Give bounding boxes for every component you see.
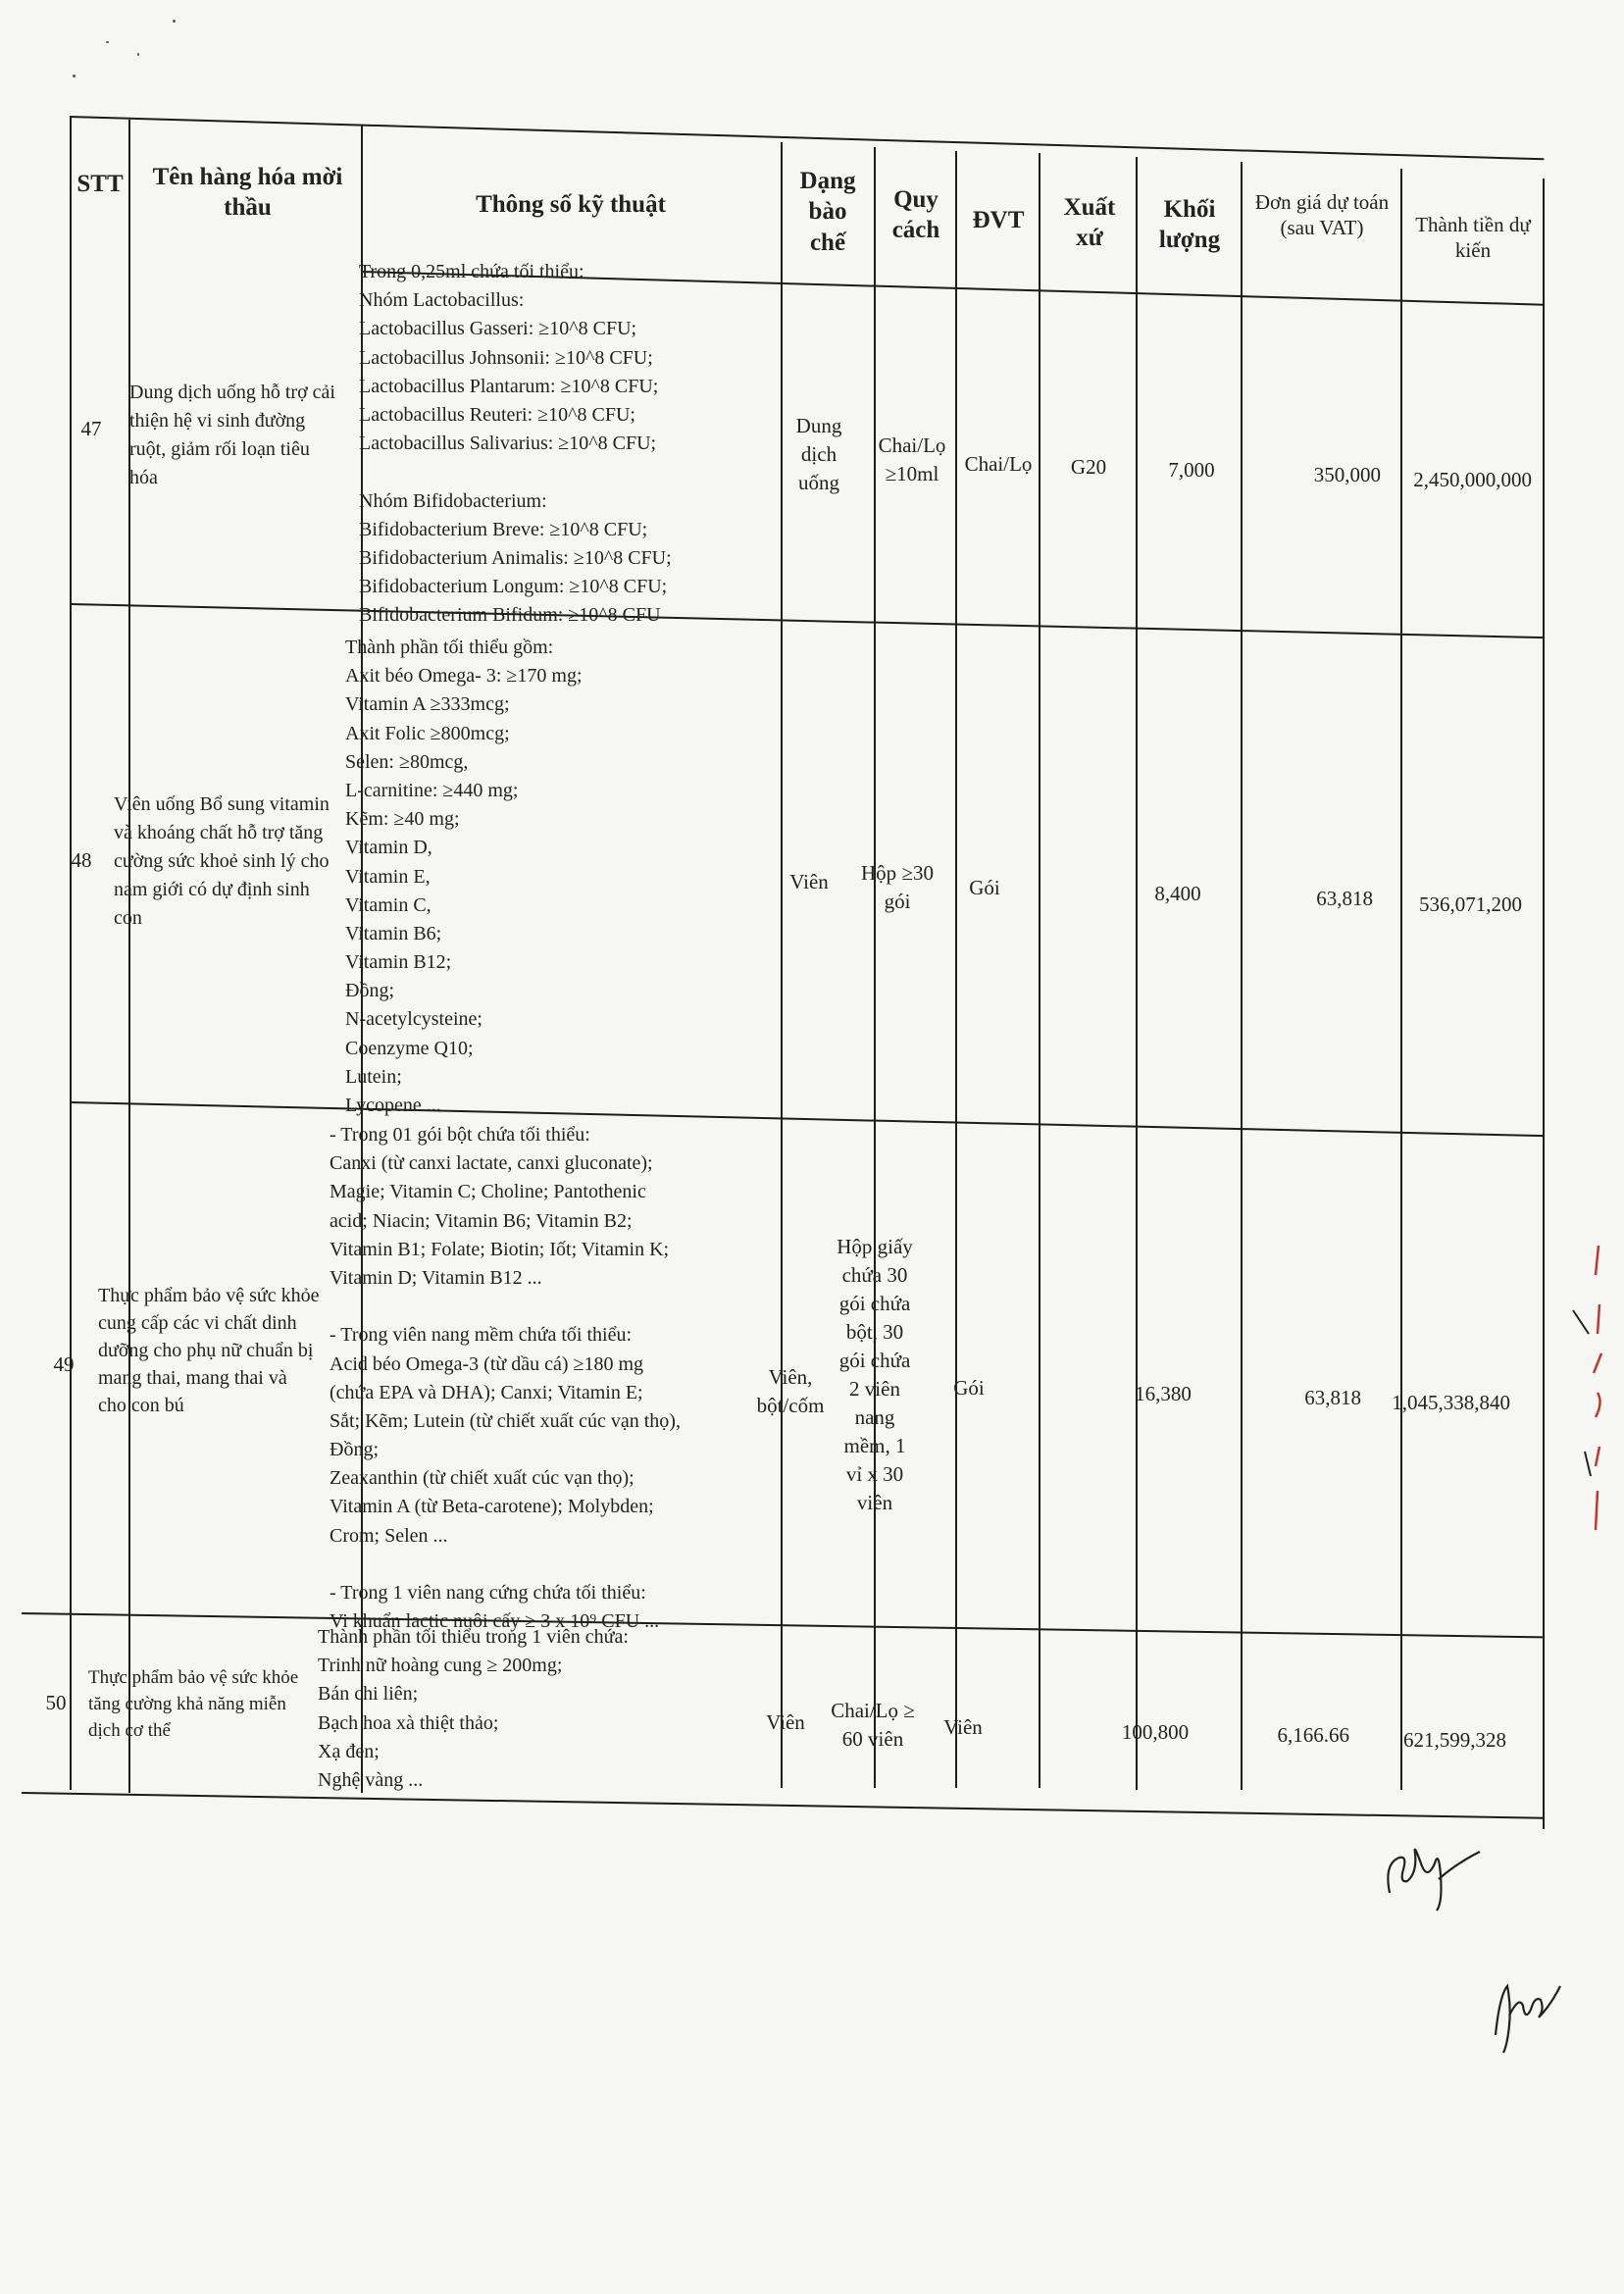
header-price: Đơn giá dự toán (sau VAT): [1254, 190, 1390, 240]
row-47-name: Dung dịch uống hỗ trợ cải thiện hệ vi sinh đường ruột, giảm rối loạn tiêu hóa: [129, 382, 335, 488]
row-47-form: Dung dịch uống: [795, 414, 842, 494]
row-50-unit: Viên: [943, 1715, 983, 1739]
header-unit: ĐVT: [972, 207, 1025, 233]
header-total: Thành tiền dự kiến: [1415, 213, 1531, 263]
row-49-spec: - Trong 01 gói bột chứa tối thiểu: Canxi (từ canxi lactate, canxi gluconate); Magie; Vitamin C; Choline; Pantothenic acid; Niacin; Vitamin B6; Vitamin B2; Vitamin B1; Folate; Biotin; Iốt; Vitamin K; Vitamin D; Vitamin B12 ... - Trong viên nang mềm chứa tối thiểu: Acid béo Omega-3 (từ dầu cá) ≥180 mg (chứa EPA và DHA); Canxi; Vitamin E; Sắt; Kẽm; Lutein (từ chiết xuất cúc vạn thọ), Đồng; Zeaxanthin (từ chiết xuất cúc vạn thọ); Vitamin A (từ Beta-carotene); Molybden; Crom; Selen ... - Trong 1 viên nang cứng chứa tối thiểu: Vi khuẩn lactic nuôi cấy ≥ 3 x 10⁹ CFU ...: [330, 1124, 681, 1633]
row-50-stt: 50: [45, 1691, 67, 1714]
grid-line: [22, 1792, 1545, 1819]
header-stt: STT: [76, 171, 124, 197]
row-48-price: 63,818: [1316, 887, 1373, 910]
grid-line: [71, 603, 1545, 638]
scan-speck: [173, 20, 176, 23]
row-47-origin: G20: [1070, 455, 1107, 479]
grid-line: [955, 151, 957, 1788]
row-50-qty: 100,800: [1121, 1720, 1190, 1744]
row-50-price: 6,166.66: [1277, 1723, 1349, 1747]
signature-initial-2: [1486, 1966, 1564, 2055]
header-name: Tên hàng hóa mời thầu: [152, 164, 343, 222]
row-49-form: Viên, bột/cốm: [756, 1365, 825, 1417]
row-49-stt: 49: [53, 1352, 75, 1376]
grid-line: [22, 1612, 1545, 1638]
row-50-spec: Thành phần tối thiểu trong 1 viên chứa: Trinh nữ hoàng cung ≥ 200mg; Bán chi liên; Bạch hoa xà thiệt thảo; Xạ đen; Nghệ vàng ...: [318, 1626, 629, 1791]
grid-line: [781, 142, 783, 1788]
row-47-qty: 7,000: [1168, 458, 1215, 482]
row-47-price: 350,000: [1313, 463, 1381, 486]
row-50-pack: Chai/Lọ ≥ 60 viên: [831, 1699, 915, 1751]
scan-speck: [73, 75, 76, 77]
grid-line: [1241, 162, 1243, 1790]
row-49-name: Thực phẩm bảo vệ sức khỏe cung cấp các vi chất dinh dưỡng cho phụ nữ chuẩn bị mang thai, mang thai và cho con bú: [98, 1285, 320, 1416]
header-qty: Khối lượng: [1158, 196, 1221, 254]
row-49-qty: 16,380: [1135, 1382, 1192, 1405]
grid-line: [70, 116, 1544, 160]
row-49-unit: Gói: [953, 1376, 985, 1400]
row-48-unit: Gói: [969, 876, 1000, 899]
header-form: Dạng bào chế: [799, 168, 856, 256]
scan-speck: [106, 41, 109, 43]
grid-line: [1039, 153, 1040, 1788]
row-48-qty: 8,400: [1154, 882, 1201, 905]
row-49-total: 1,045,338,840: [1392, 1391, 1510, 1414]
scan-speck: [137, 53, 139, 56]
grid-line: [1136, 157, 1138, 1790]
header-origin: Xuất xứ: [1063, 194, 1116, 252]
row-48-stt: 48: [71, 848, 92, 872]
row-48-pack: Hộp ≥30 gói: [861, 861, 934, 913]
row-49-price: 63,818: [1304, 1386, 1361, 1409]
grid-line: [1543, 178, 1545, 1829]
grid-line: [874, 147, 876, 1788]
header-spec: Thông số kỹ thuật: [476, 191, 666, 218]
row-50-name: Thực phẩm bảo vệ sức khỏe tăng cường khả năng miễn dịch cơ thể: [88, 1667, 299, 1741]
grid-line: [128, 120, 130, 1793]
row-48-total: 536,071,200: [1419, 892, 1522, 916]
row-48-name: Viên uống Bổ sung vitamin và khoáng chất hỗ trợ tăng cường sức khoẻ sinh lý cho nam giới có dự định sinh con: [114, 793, 330, 929]
row-50-form: Viên: [766, 1710, 805, 1734]
row-49-pack: Hộp giấy chứa 30 gói chứa bột, 30 gói chứa 2 viên nang mềm, 1 vỉ x 30 viên: [837, 1235, 913, 1514]
grid-line: [70, 116, 72, 1790]
row-50-total: 621,599,328: [1403, 1728, 1506, 1752]
signature-initial-1: [1378, 1824, 1486, 1912]
grid-line: [1400, 169, 1402, 1790]
row-48-spec: Thành phần tối thiểu gồm: Axit béo Omega- 3: ≥170 mg; Vitamin A ≥333mcg; Axit Folic ≥800mcg; Selen: ≥80mcg, L-carnitine: ≥440 mg; Kẽm: ≥40 mg; Vitamin D, Vitamin E, Vitamin C, Vitamin B6; Vitamin B12; Đồng; N-acetylcysteine; Coenzyme Q10; Lutein; Lycopene ...: [345, 637, 583, 1116]
row-47-unit: Chai/Lọ: [964, 452, 1033, 476]
header-pack: Quy cách: [891, 186, 940, 244]
row-47-total: 2,450,000,000: [1413, 468, 1532, 491]
pen-mark: [1569, 1304, 1599, 1481]
grid-line: [71, 1101, 1545, 1137]
row-47-pack: Chai/Lọ ≥10ml: [878, 433, 946, 485]
row-47-spec: Trong 0,25ml chứa tối thiểu: Nhóm Lactobacillus: Lactobacillus Gasseri: ≥10^8 CFU; Lactobacillus Johnsonii: ≥10^8 CFU; Lactobacillus Plantarum: ≥10^8 CFU; Lactobacillus Reuteri: ≥10^8 CFU; Lactobacillus Salivarius: ≥10^8 CFU; Nhóm Bifidobacterium: Bifidobacterium Breve: ≥10^8 CFU; Bifidobacterium Animalis: ≥10^8 CFU; Bifidobacterium Longum: ≥10^8 CFU; Bifidobacterium Bifidum: ≥10^8 CFU: [359, 261, 672, 627]
row-48-form: Viên: [789, 870, 829, 893]
row-47-stt: 47: [80, 417, 102, 440]
